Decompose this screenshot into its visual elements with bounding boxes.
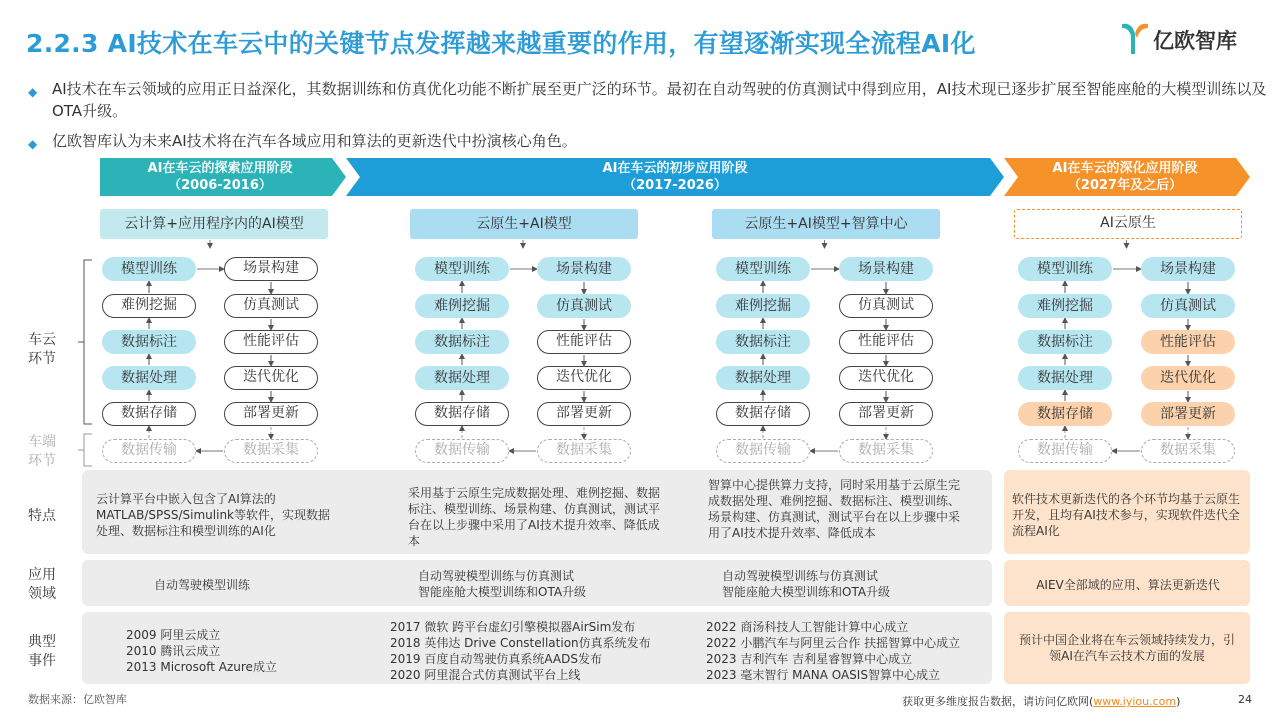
phase-3-label: AI在车云的深化应用阶段 （2027年及之后）	[1052, 161, 1198, 193]
page-number: 24	[1238, 693, 1252, 706]
column-4-header: AI云原生	[1014, 209, 1242, 239]
column-2-header: 云原生+AI模型	[410, 209, 638, 239]
field-text: AIEV全部域的应用、算法更新迭代	[1036, 578, 1220, 592]
process-step-left: 数据标注	[415, 330, 509, 354]
event-text: 预计中国企业将在车云领域持续发力，引领AI在汽车云技术方面的发展	[1018, 633, 1235, 663]
process-step-left: 模型训练	[1018, 257, 1112, 281]
source-note: 数据来源：亿欧智库	[28, 693, 127, 706]
process-step-left: 数据传输	[415, 439, 509, 463]
footer-link[interactable]: www.iyiou.com	[1093, 695, 1177, 708]
process-step-right: 性能评估	[537, 330, 631, 354]
row-label-cloud: 车云 环节	[28, 332, 56, 367]
process-step-right: 迭代优化	[537, 366, 631, 390]
process-step-right: 部署更新	[537, 402, 631, 426]
feature-text: 智算中心提供算力支持，同时采用基于云原生完成数据处理、难例挖掘、数据标注、模型训练、场景构建、仿真测试，测试平台在以上步骤中采用了AI技术提升效率、降低成本	[708, 478, 961, 540]
process-step-right: 性能评估	[1141, 330, 1235, 354]
process-step-left: 数据传输	[716, 439, 810, 463]
process-step-right: 仿真测试	[839, 294, 933, 318]
diamond-icon: ◆	[28, 137, 38, 151]
bullet-text: 亿欧智库认为未来AI技术将在汽车各域应用和算法的更新迭代中扮演核心角色。	[52, 132, 577, 150]
event-text: 2022 商汤科技人工智能计算中心成立 2022 小鹏汽车与阿里云合作 扶摇智算中心成立 2023 吉利汽车 吉利星睿智算中心成立 2023 毫末智行 MANA OASIS智算中心成立	[706, 620, 961, 682]
process-step-right: 场景构建	[839, 257, 933, 281]
diamond-icon: ◆	[28, 85, 38, 99]
process-step-right: 仿真测试	[1141, 294, 1235, 318]
process-step-right: 数据采集	[839, 439, 933, 463]
process-step-left: 数据处理	[102, 366, 196, 390]
process-step-left: 数据处理	[415, 366, 509, 390]
process-step-right: 部署更新	[1141, 402, 1235, 426]
bullet-text: AI技术在车云领域的应用正日益深化，其数据训练和仿真优化功能不断扩展至更广泛的环节。最初在自动驾驶的仿真测试中得到应用，AI技术现已逐步扩展至智能座舱的大模型训练以及OTA升级。	[52, 80, 1267, 120]
row-label-vehicle: 车端 环节	[28, 434, 56, 469]
process-step-left: 数据存储	[1018, 402, 1112, 426]
process-step-left: 数据传输	[102, 439, 196, 463]
feature-text: 采用基于云原生完成数据处理、难例挖掘、数据标注、模型训练、场景构建、仿真测试，测试平台在以上步骤中采用了AI技术提升效率、降低成本	[408, 486, 661, 548]
process-step-left: 数据标注	[102, 330, 196, 354]
process-step-right: 场景构建	[537, 257, 631, 281]
field-text: 自动驾驶模型训练	[154, 578, 251, 592]
process-step-left: 难例挖掘	[102, 294, 196, 318]
row-label-features: 特点	[28, 508, 56, 524]
column-1-header: 云计算+应用程序内的AI模型	[100, 209, 328, 239]
process-step-left: 难例挖掘	[415, 294, 509, 318]
event-text: 2017 微软 跨平台虚幻引擎模拟器AirSim发布 2018 英伟达 Drive Constellation仿真系统发布 2019 百度自动驾驶仿真系统AADS发布 2020 阿里混合式仿真测试平台上线	[390, 620, 651, 682]
event-text: 2009 阿里云成立 2010 腾讯云成立 2013 Microsoft Azure成立	[126, 628, 277, 674]
row-label-events: 典型 事件	[28, 634, 56, 669]
process-step-left: 模型训练	[415, 257, 509, 281]
footer-note: 获取更多维度报告数据，请访问亿欧网(www.iyiou.com)	[902, 695, 1181, 708]
process-step-right: 数据采集	[537, 439, 631, 463]
process-step-left: 数据存储	[716, 402, 810, 426]
field-text: 自动驾驶模型训练与仿真测试 智能座舱大模型训练和OTA升级	[722, 569, 891, 599]
process-step-left: 数据处理	[716, 366, 810, 390]
process-step-left: 数据存储	[102, 402, 196, 426]
process-step-right: 数据采集	[1141, 439, 1235, 463]
process-step-left: 模型训练	[102, 257, 196, 281]
process-step-right: 场景构建	[1141, 257, 1235, 281]
feature-text: 云计算平台中嵌入包含了AI算法的MATLAB/SPSS/Simulink等软件，实现数据处理、数据标注和模型训练的AI化	[96, 492, 331, 538]
field-text: 自动驾驶模型训练与仿真测试 智能座舱大模型训练和OTA升级	[418, 569, 587, 599]
process-step-right: 场景构建	[224, 257, 318, 281]
process-step-right: 性能评估	[224, 330, 318, 354]
process-step-left: 数据传输	[1018, 439, 1112, 463]
page-title: 2.2.3 AI技术在车云中的关键节点发挥越来越重要的作用，有望逐渐实现全流程AI化	[26, 29, 976, 58]
row-label-fields: 应用 领域	[28, 567, 56, 602]
logo-text: 亿欧智库	[1153, 29, 1237, 53]
process-step-left: 数据存储	[415, 402, 509, 426]
process-step-left: 难例挖掘	[716, 294, 810, 318]
process-step-right: 迭代优化	[224, 366, 318, 390]
process-step-right: 部署更新	[224, 402, 318, 426]
process-step-left: 数据标注	[1018, 330, 1112, 354]
phase-1-label: AI在车云的探索应用阶段 （2006-2016）	[147, 161, 293, 193]
process-step-left: 难例挖掘	[1018, 294, 1112, 318]
process-step-right: 性能评估	[839, 330, 933, 354]
phase-2-label: AI在车云的初步应用阶段 （2017-2026）	[602, 161, 748, 193]
process-step-right: 仿真测试	[537, 294, 631, 318]
process-step-right: 部署更新	[839, 402, 933, 426]
feature-text: 软件技术更新迭代的各个环节均基于云原生开发，且均有AI技术参与，实现软件迭代全流程AI化	[1012, 492, 1241, 538]
process-step-left: 模型训练	[716, 257, 810, 281]
column-3-header: 云原生+AI模型+智算中心	[712, 209, 940, 239]
process-step-left: 数据标注	[716, 330, 810, 354]
process-step-right: 迭代优化	[839, 366, 933, 390]
process-step-right: 数据采集	[224, 439, 318, 463]
process-step-left: 数据处理	[1018, 366, 1112, 390]
process-step-right: 迭代优化	[1141, 366, 1235, 390]
process-step-right: 仿真测试	[224, 294, 318, 318]
